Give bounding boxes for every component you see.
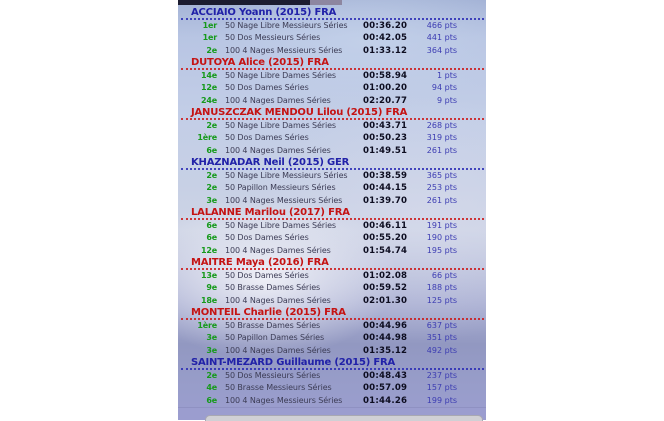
result-time: 01:49.51 — [363, 145, 408, 156]
swimmer-section — [178, 307, 486, 357]
result-time: 00:55.20 — [363, 233, 408, 244]
swimmer-section — [178, 57, 486, 107]
result-points: 125 pts — [426, 295, 457, 305]
result-time: 00:59.52 — [363, 283, 408, 294]
result-row — [178, 45, 486, 57]
result-points: 261 pts — [426, 195, 457, 205]
result-points: 66 pts — [431, 271, 457, 280]
result-event-label: 100 4 Nages Messieurs Séries — [225, 45, 343, 55]
result-row — [178, 20, 486, 32]
result-row — [178, 95, 486, 107]
result-time: 01:44.26 — [363, 395, 408, 406]
bottom-bar — [205, 415, 483, 421]
swimmer-name-header: SAINT-MEZARD Guillaume (2015) FRA — [181, 357, 484, 370]
result-time: 00:46.11 — [363, 221, 408, 231]
swimmer-section — [178, 107, 486, 157]
result-rank: 6e — [206, 395, 217, 405]
result-row — [178, 382, 486, 394]
result-event-label: 100 4 Nages Messieurs Séries — [225, 195, 343, 205]
result-rank: 2e — [206, 45, 217, 55]
result-event-label: 100 4 Nages Dames Séries — [225, 95, 331, 105]
result-event-label: 50 Dos Dames Séries — [225, 233, 309, 243]
result-rank: 24e — [201, 95, 217, 105]
result-rank: 3e — [206, 195, 217, 205]
result-row — [178, 232, 486, 244]
result-time: 01:00.20 — [363, 83, 408, 94]
result-time: 00:57.09 — [363, 383, 408, 394]
result-points: 364 pts — [426, 45, 457, 55]
result-row — [178, 295, 486, 307]
result-event-label: 50 Dos Dames Séries — [225, 133, 309, 143]
result-row — [178, 395, 486, 407]
result-points: 94 pts — [431, 83, 457, 93]
result-row — [178, 282, 486, 294]
result-time: 01:35.12 — [363, 345, 408, 356]
result-time: 00:58.94 — [363, 71, 408, 81]
result-row — [178, 320, 486, 332]
swimmer-section — [178, 7, 486, 57]
result-rank: 18e — [201, 295, 217, 305]
result-rank: 2e — [206, 183, 217, 193]
result-rank: 3e — [206, 333, 217, 343]
result-points: 492 pts — [426, 345, 457, 355]
result-points: 365 pts — [426, 171, 457, 180]
result-row — [178, 370, 486, 382]
result-points: 188 pts — [426, 283, 457, 293]
result-rank: 4e — [206, 383, 217, 393]
result-row — [178, 82, 486, 94]
result-row — [178, 145, 486, 157]
result-time: 00:44.98 — [363, 333, 408, 344]
result-time: 02:20.77 — [363, 95, 408, 106]
results-panel — [178, 0, 486, 420]
result-time: 02:01.30 — [363, 295, 408, 306]
result-time: 00:44.15 — [363, 183, 408, 194]
result-event-label: 50 Nage Libre Dames Séries — [225, 121, 336, 130]
swimmer-sections — [178, 0, 486, 407]
result-rank: 1ère — [197, 321, 217, 330]
result-event-label: 50 Dos Messieurs Séries — [225, 371, 321, 380]
result-row — [178, 270, 486, 282]
result-points: 157 pts — [426, 383, 457, 393]
result-time: 01:39.70 — [363, 195, 408, 206]
result-time: 01:33.12 — [363, 45, 408, 56]
result-time: 00:36.20 — [363, 21, 408, 31]
result-row — [178, 120, 486, 132]
result-event-label: 50 Dos Dames Séries — [225, 271, 309, 280]
result-event-label: 100 4 Nages Dames Séries — [225, 295, 331, 305]
result-row — [178, 182, 486, 194]
result-event-label: 50 Nage Libre Messieurs Séries — [225, 171, 348, 180]
swimmer-name-header: JANUSZCZAK MENDOU Lilou (2015) FRA — [181, 107, 484, 120]
result-rank: 6e — [206, 233, 217, 243]
result-row — [178, 195, 486, 207]
result-rank: 12e — [201, 83, 217, 93]
result-points: 190 pts — [426, 233, 457, 243]
result-event-label: 50 Nage Libre Dames Séries — [225, 221, 336, 230]
result-event-label: 50 Brasse Dames Séries — [225, 283, 321, 293]
result-points: 268 pts — [426, 121, 457, 130]
result-event-label: 50 Papillon Dames Séries — [225, 333, 325, 343]
result-event-label: 50 Brasse Dames Séries — [225, 321, 321, 330]
result-event-label: 50 Dos Messieurs Séries — [225, 33, 321, 43]
result-rank: 13e — [201, 271, 217, 280]
result-points: 441 pts — [426, 33, 457, 43]
result-points: 637 pts — [426, 321, 457, 330]
result-rank: 6e — [206, 145, 217, 155]
result-rank: 14e — [201, 71, 217, 80]
result-points: 351 pts — [426, 333, 457, 343]
result-event-label: 50 Papillon Messieurs Séries — [225, 183, 336, 193]
result-points: 319 pts — [426, 133, 457, 143]
result-points: 237 pts — [426, 371, 457, 380]
swimmer-name-header: MAITRE Maya (2016) FRA — [181, 257, 484, 270]
bottom-band — [178, 407, 486, 420]
swimmer-section — [178, 207, 486, 257]
result-points: 261 pts — [426, 145, 457, 155]
result-time: 00:38.59 — [363, 171, 408, 181]
result-points: 195 pts — [426, 245, 457, 255]
result-time: 00:43.71 — [363, 121, 408, 131]
result-time: 00:48.43 — [363, 371, 408, 381]
result-points: 1 pts — [436, 71, 457, 80]
result-row — [178, 32, 486, 44]
result-event-label: 100 4 Nages Dames Séries — [225, 345, 331, 355]
result-event-label: 100 4 Nages Messieurs Séries — [225, 395, 343, 405]
result-rank: 9e — [206, 283, 217, 293]
swimmer-section — [178, 157, 486, 207]
swimmer-name-header: DUTOYA Alice (2015) FRA — [181, 57, 484, 70]
swimmer-name-header: ACCIAIO Yoann (2015) FRA — [181, 7, 484, 20]
result-event-label: 50 Nage Libre Messieurs Séries — [225, 21, 348, 30]
result-row — [178, 332, 486, 344]
result-rank: 1er — [202, 21, 217, 30]
result-event-label: 100 4 Nages Dames Séries — [225, 145, 331, 155]
result-rank: 2e — [206, 371, 217, 380]
result-row — [178, 245, 486, 257]
result-row — [178, 170, 486, 182]
result-time: 01:02.08 — [363, 271, 408, 281]
swimmer-name-header: KHAZNADAR Neil (2015) GER — [181, 157, 484, 170]
swimmer-section — [178, 357, 486, 407]
result-rank: 6e — [206, 221, 217, 230]
result-time: 00:44.96 — [363, 321, 408, 331]
result-row — [178, 345, 486, 357]
result-rank: 3e — [206, 345, 217, 355]
result-rank: 1er — [202, 33, 217, 43]
result-time: 00:42.05 — [363, 33, 408, 44]
result-row — [178, 70, 486, 82]
result-rank: 2e — [206, 171, 217, 180]
result-time: 01:54.74 — [363, 245, 408, 256]
result-points: 466 pts — [426, 21, 457, 30]
swimmer-name-header: MONTEIL Charlie (2015) FRA — [181, 307, 484, 320]
result-rank: 2e — [206, 121, 217, 130]
result-rank: 1ère — [197, 133, 217, 143]
result-event-label: 50 Nage Libre Dames Séries — [225, 71, 336, 80]
result-event-label: 50 Dos Dames Séries — [225, 83, 309, 93]
result-time: 00:50.23 — [363, 133, 408, 144]
result-event-label: 100 4 Nages Dames Séries — [225, 245, 331, 255]
swimmer-name-header: LALANNE Marilou (2017) FRA — [181, 207, 484, 220]
result-points: 9 pts — [436, 95, 457, 105]
result-points: 191 pts — [426, 221, 457, 230]
result-points: 253 pts — [426, 183, 457, 193]
result-rank: 12e — [201, 245, 217, 255]
result-event-label: 50 Brasse Messieurs Séries — [225, 383, 332, 393]
result-row — [178, 220, 486, 232]
swimmer-section — [178, 257, 486, 307]
result-row — [178, 132, 486, 144]
result-points: 199 pts — [426, 395, 457, 405]
